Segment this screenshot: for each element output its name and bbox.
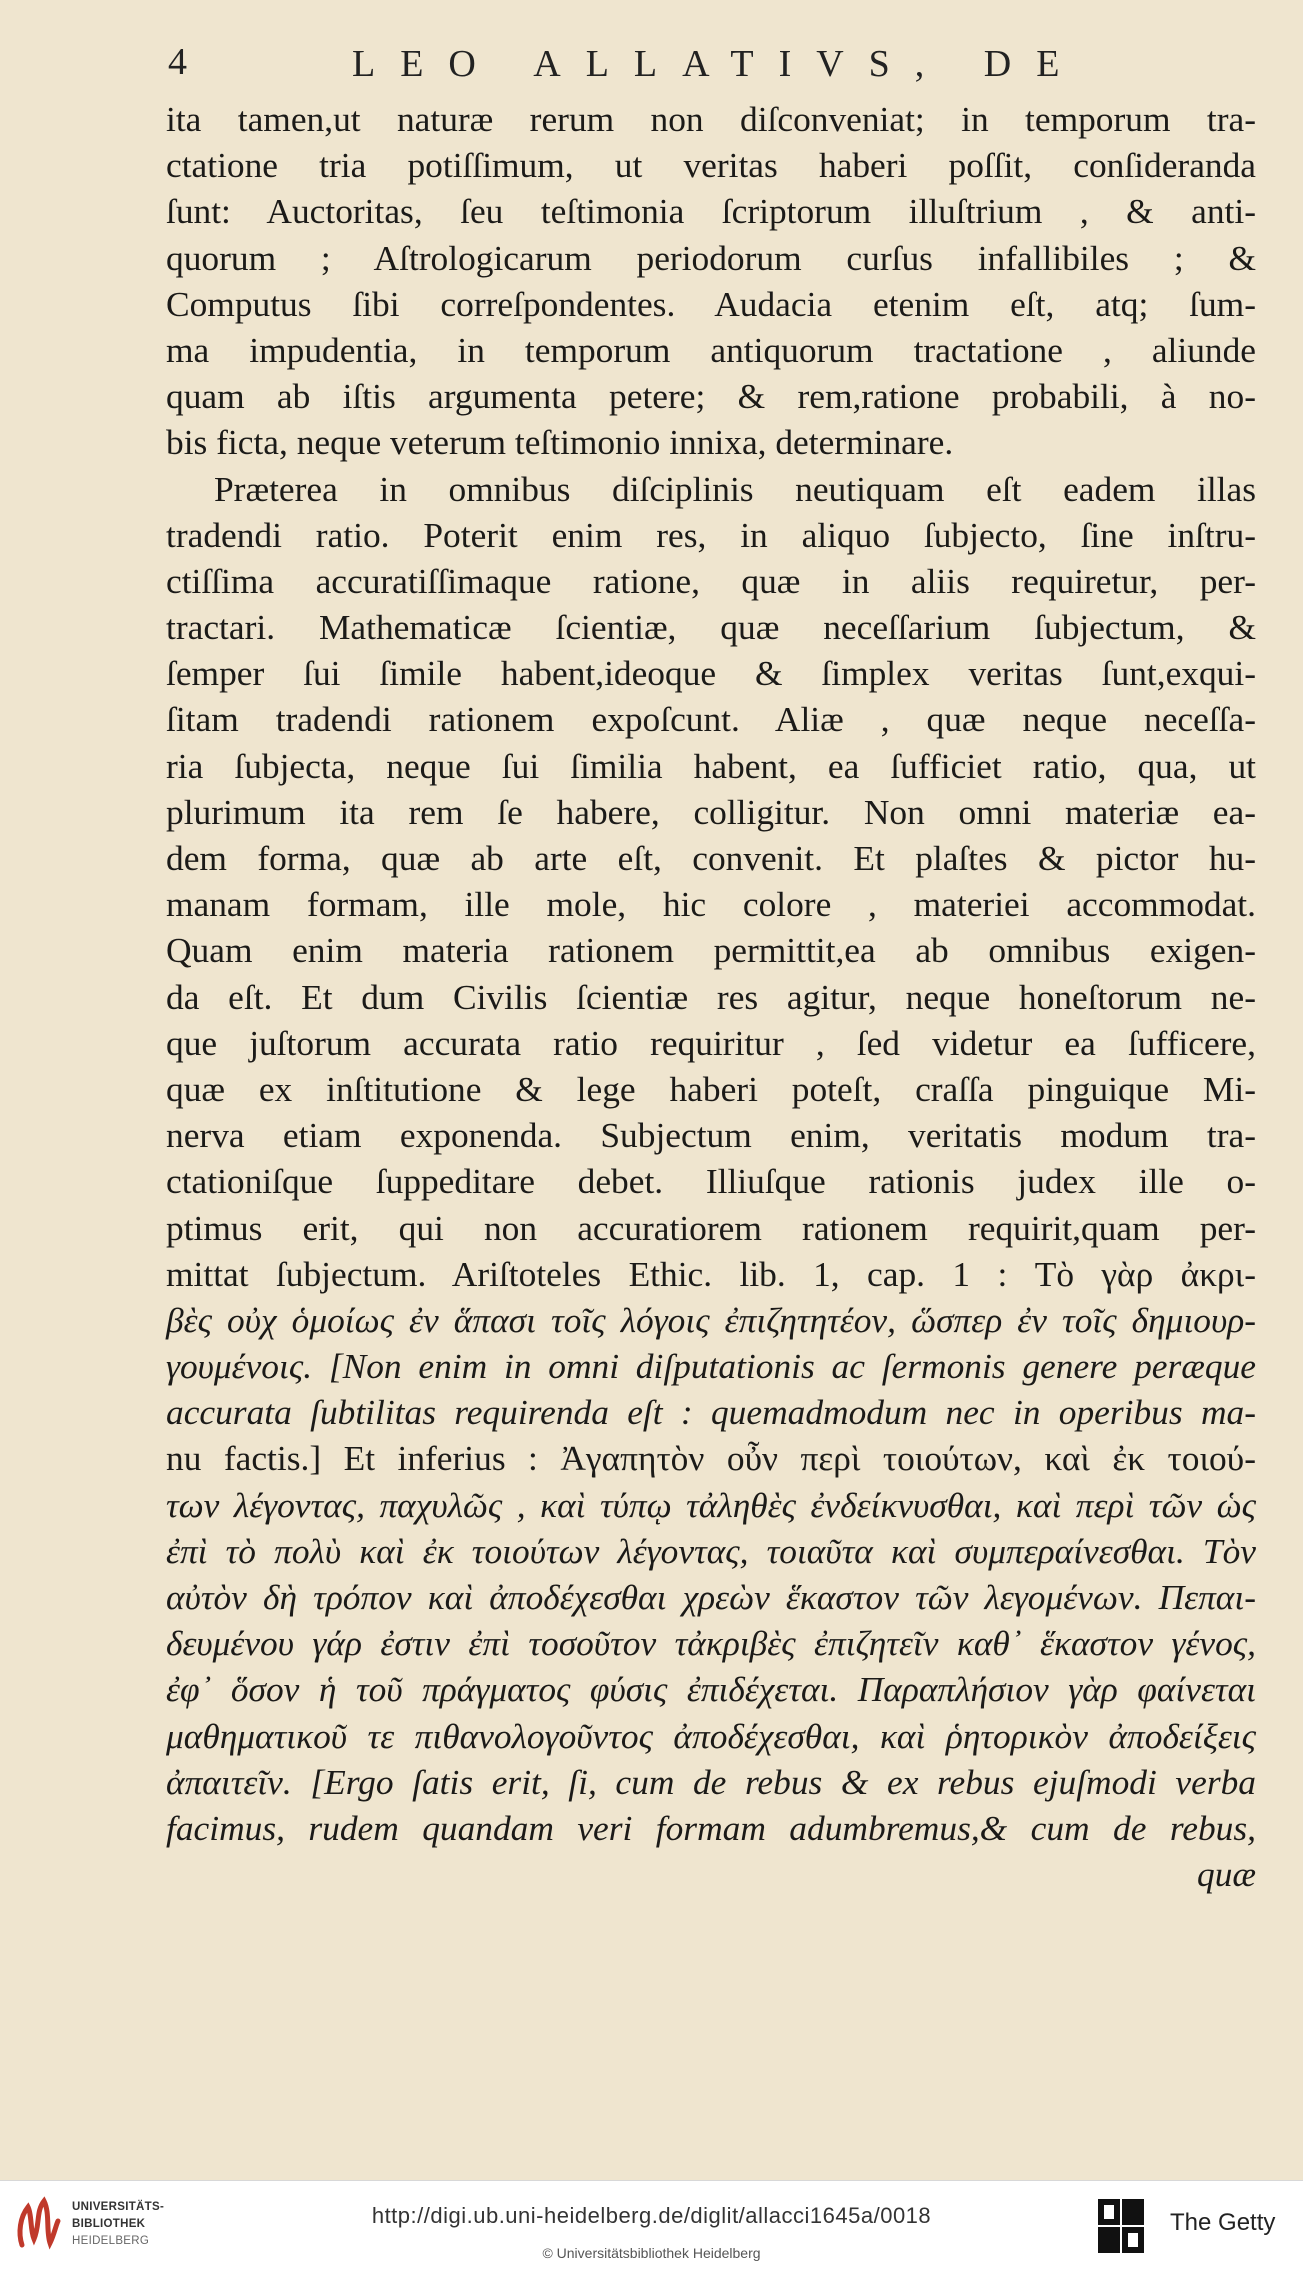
catchword: quæ xyxy=(1197,1854,1256,1895)
greek-line: δευμένου γάρ ἐστιν ἐπὶ τοσοῦτον τἀκριβὲς ἐπιζητεῖν καθ᾽ ἕκαστον γένος, xyxy=(166,1623,1256,1664)
text-line: ma impudentia, in temporum antiquorum tractatione , aliunde xyxy=(166,329,1256,370)
viewer-footer xyxy=(0,2180,1303,2273)
greek-line: ἐφ᾽ ὅσον ἡ τοῦ πράγματος φύσις ἐπιδέχεται. Παραπλήσιον γὰρ φαίνεται xyxy=(166,1669,1256,1710)
text-line: γουμένοις. [Non enim in omni diſputationis ac ſermonis genere peræque xyxy=(166,1346,1256,1387)
text-line: quæ ex inſtitutione & lege haberi poteſt, craſſa pinguique Mi- xyxy=(166,1068,1256,1109)
text-line: dem forma, quæ ab arte eſt, convenit. Et plaſtes & pictor hu- xyxy=(166,838,1256,878)
running-title: LEO ALLATIVS, DE xyxy=(352,43,1085,85)
text-line: Præterea in omnibus diſciplinis neutiquam eſt eadem illas xyxy=(214,468,1256,509)
text-line: tradendi ratio. Poterit enim res, in aliquo ſubjecto, ſine inſtru- xyxy=(166,514,1256,555)
text-line: manam formam, ille mole, hic colore , materiei accommodat. xyxy=(166,884,1256,925)
greek-line: μαθηματικοῦ τε πιθανολογοῦντος ἀποδέχεσθαι, καὶ ῥητορικὸν ἀποδείξεις xyxy=(166,1715,1256,1756)
getty-name: The Getty xyxy=(1170,2209,1276,2236)
text-line: mittat ſubjectum. Ariſtoteles Ethic. lib. 1, cap. 1 : Τὸ γὰρ ἀκρι- xyxy=(166,1253,1256,1294)
text-line: ctatione tria potiſſimum, ut veritas haberi poſſit, conſideranda xyxy=(166,145,1256,186)
text-line: ria ſubjecta, neque ſui ſimilia habent, ea ſufficiet ratio, qua, ut xyxy=(166,745,1256,786)
text-line: nu factis.] Et inferius : Ἀγαπητὸν οὖν περὶ τοιούτων, καὶ ἐκ τοιού- xyxy=(166,1438,1256,1479)
text-line: ſunt: Auctoritas, ſeu teſtimonia ſcriptorum illuſtrium , & anti- xyxy=(166,191,1256,232)
running-head xyxy=(162,40,1282,90)
page-number: 4 xyxy=(168,41,187,83)
copyright-notice: © Universitätsbibliothek Heidelberg xyxy=(542,2245,761,2261)
permalink-url[interactable]: http://digi.ub.uni-heidelberg.de/diglit/allacci1645a/0018 xyxy=(371,2203,932,2228)
text-line: ſitam tradendi rationem expoſcunt. Aliæ , quæ neque neceſſa- xyxy=(166,699,1256,740)
text-line: Computus ſibi correſpondentes. Audacia etenim eſt, atq; ſum- xyxy=(166,283,1256,324)
text-line: ctiſſima accuratiſſimaque ratione, quæ in aliis requiretur, per- xyxy=(166,560,1256,601)
text-line: ita tamen,ut naturæ rerum non diſconveniat; in temporum tra- xyxy=(166,99,1256,139)
greek-line: των λέγοντας, παχυλῶς , καὶ τύπῳ τἀληθὲς ἐνδείκνυσθαι, καὶ περὶ τῶν ὡς xyxy=(166,1484,1256,1525)
text-line: plurimum ita rem ſe habere, colligitur. Non omni materiæ ea- xyxy=(166,791,1256,832)
greek-line: βὲς οὐχ ὁμοίως ἐν ἅπασι τοῖς λόγοις ἐπιζητητέον, ὥσπερ ἐν τοῖς δημιουρ- xyxy=(166,1299,1256,1340)
text-line: Quam enim materia rationem permittit,ea ab omnibus exigen- xyxy=(166,930,1256,971)
text-line: ctationiſque ſuppeditare debet. Illiuſque rationis judex ille o- xyxy=(166,1161,1256,1202)
text-line: ptimus erit, qui non accuratiorem rationem requirit,quam per- xyxy=(166,1207,1256,1248)
text-line: accurata ſubtilitas requirenda eſt : quemadmodum nec in operibus ma- xyxy=(166,1392,1256,1433)
text-line: quam ab iſtis argumenta petere; & rem,ratione probabili, à no- xyxy=(166,376,1256,417)
greek-line: αὐτὸν δὴ τρόπον καὶ ἀποδέχεσθαι χρεὼν ἕκαστον τῶν λεγομένων. Πεπαι- xyxy=(166,1577,1256,1617)
greek-line: ἐπὶ τὸ πολὺ καὶ ἐκ τοιούτων λέγοντας, τοιαῦτα καὶ συμπεραίνεσθαι. Τὸν xyxy=(166,1530,1256,1571)
getty-logo-icon xyxy=(1096,2197,1146,2255)
text-line: nerva etiam exponenda. Subjectum enim, veritatis modum tra- xyxy=(166,1115,1256,1156)
text-line: facimus, rudem quandam veri formam adumbremus,& cum de rebus, xyxy=(166,1807,1256,1848)
text-line: tractari. Mathematicæ ſcientiæ, quæ neceſſarium ſubjectum, & xyxy=(166,607,1256,648)
library-name: UNIVERSITÄTS- BIBLIOTHEK HEIDELBERG xyxy=(72,2201,165,2247)
text-line: bis ficta, neque veterum teſtimonio innixa, determinare. xyxy=(166,422,954,463)
text-line: da eſt. Et dum Civilis ſcientiæ res agitur, neque honeſtorum ne- xyxy=(166,976,1256,1017)
text-line: ἀπαιτεῖν. [Ergo ſatis erit, ſi, cum de rebus & ex rebus ejuſmodi verba xyxy=(166,1761,1256,1802)
text-line: que juſtorum accurata ratio requiritur , ſed videtur ea ſufficere, xyxy=(166,1022,1256,1063)
body-text xyxy=(166,96,1256,1897)
text-line: quorum ; Aſtrologicarum periodorum curſus infallibiles ; & xyxy=(166,237,1256,278)
text-line: ſemper ſui ſimile habent,ideoque & ſimplex veritas ſunt,exqui- xyxy=(166,653,1256,694)
